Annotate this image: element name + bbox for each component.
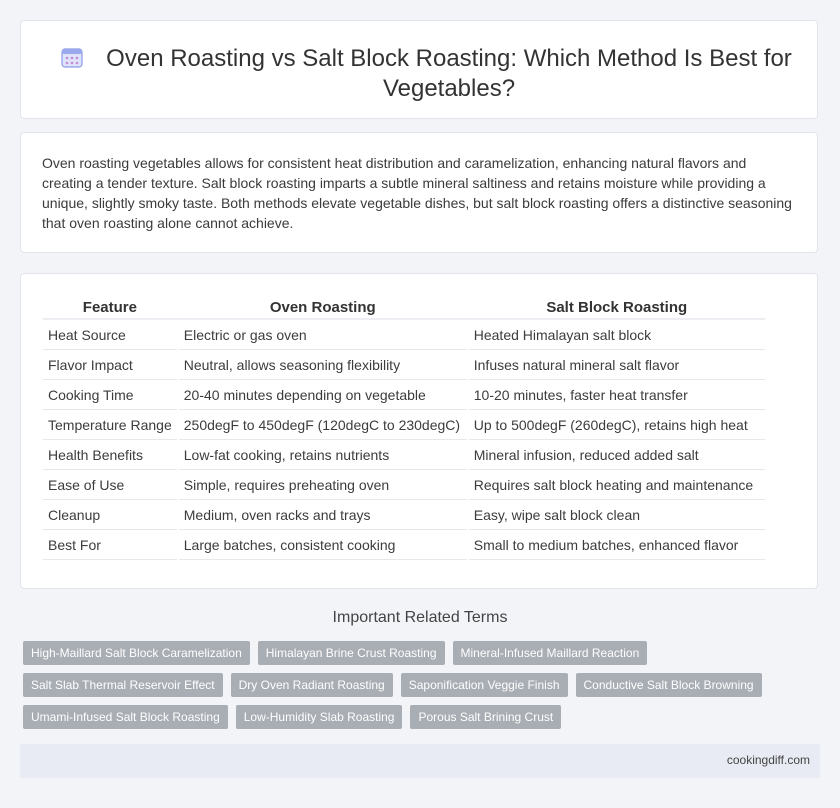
cell-oven: Electric or gas oven [178, 319, 468, 350]
cell-feature: Ease of Use [43, 470, 178, 500]
related-terms-title: Important Related Terms [332, 609, 508, 626]
related-term-tag[interactable]: Dry Oven Radiant Roasting [231, 673, 393, 697]
cell-salt-block: Heated Himalayan salt block [468, 319, 765, 350]
cell-feature: Temperature Range [43, 410, 178, 440]
table-row [43, 470, 765, 500]
column-header-oven: Oven Roasting [178, 296, 468, 319]
column-header-salt-block: Salt Block Roasting [468, 296, 765, 319]
related-term-tag[interactable]: Low-Humidity Slab Roasting [236, 705, 403, 729]
cell-feature: Cooking Time [43, 380, 178, 410]
title-card [20, 20, 818, 119]
cell-oven: Large batches, consistent cooking [178, 530, 468, 560]
calendar-icon [61, 46, 83, 68]
cell-salt-block: Easy, wipe salt block clean [468, 500, 765, 530]
table-row [43, 440, 765, 470]
table-body [43, 319, 765, 560]
intro-paragraph: Oven roasting vegetables allows for consistent heat distribution and caramelization, enhancing natural flavors and creating a tender texture. Salt block roasting imparts a subtle mineral saltiness and retains moisture while providing a unique, slightly smoky taste. Both methods elevate vegetable dishes, but salt block roasting offers a distinctive seasoning that oven roasting alone cannot achieve. [42, 155, 792, 231]
table-row [43, 380, 765, 410]
table-row [43, 319, 765, 350]
cell-feature: Heat Source [43, 319, 178, 350]
cell-feature: Flavor Impact [43, 350, 178, 380]
table-row [43, 530, 765, 560]
tag-row [23, 641, 803, 665]
page-title: Oven Roasting vs Salt Block Roasting: Which Method Is Best for Vegetables? [106, 45, 792, 102]
cell-oven: 20-40 minutes depending on vegetable [178, 380, 468, 410]
related-term-tag[interactable]: Conductive Salt Block Browning [576, 673, 762, 697]
related-term-tag[interactable]: Umami-Infused Salt Block Roasting [23, 705, 228, 729]
related-term-tag[interactable]: High-Maillard Salt Block Caramelization [23, 641, 250, 665]
related-term-tag[interactable]: Himalayan Brine Crust Roasting [258, 641, 445, 665]
cell-feature: Best For [43, 530, 178, 560]
cell-salt-block: Requires salt block heating and maintenance [468, 470, 765, 500]
cell-salt-block: 10-20 minutes, faster heat transfer [468, 380, 765, 410]
cell-oven: Medium, oven racks and trays [178, 500, 468, 530]
related-term-tag[interactable]: Saponification Veggie Finish [401, 673, 568, 697]
cell-salt-block: Up to 500degF (260degC), retains high heat [468, 410, 765, 440]
table-row [43, 500, 765, 530]
table-row [43, 350, 765, 380]
column-header-feature: Feature [43, 296, 178, 319]
cell-salt-block: Infuses natural mineral salt flavor [468, 350, 765, 380]
cell-feature: Cleanup [43, 500, 178, 530]
footer [20, 744, 820, 778]
related-term-tag[interactable]: Porous Salt Brining Crust [410, 705, 561, 729]
footer-site-link[interactable]: cookingdiff.com [726, 753, 810, 767]
related-term-tag[interactable]: Mineral-Infused Maillard Reaction [453, 641, 648, 665]
related-terms-list [23, 641, 803, 737]
tag-row [23, 705, 803, 729]
cell-oven: Neutral, allows seasoning flexibility [178, 350, 468, 380]
table-row [43, 410, 765, 440]
cell-salt-block: Mineral infusion, reduced added salt [468, 440, 765, 470]
cell-oven: Simple, requires preheating oven [178, 470, 468, 500]
cell-feature: Health Benefits [43, 440, 178, 470]
table-header-row [43, 296, 765, 319]
comparison-table [43, 296, 765, 560]
cell-oven: Low-fat cooking, retains nutrients [178, 440, 468, 470]
cell-oven: 250degF to 450degF (120degC to 230degC) [178, 410, 468, 440]
tag-row [23, 673, 803, 697]
intro-card [20, 132, 818, 253]
cell-salt-block: Small to medium batches, enhanced flavor [468, 530, 765, 560]
comparison-card [20, 273, 818, 589]
related-term-tag[interactable]: Salt Slab Thermal Reservoir Effect [23, 673, 223, 697]
